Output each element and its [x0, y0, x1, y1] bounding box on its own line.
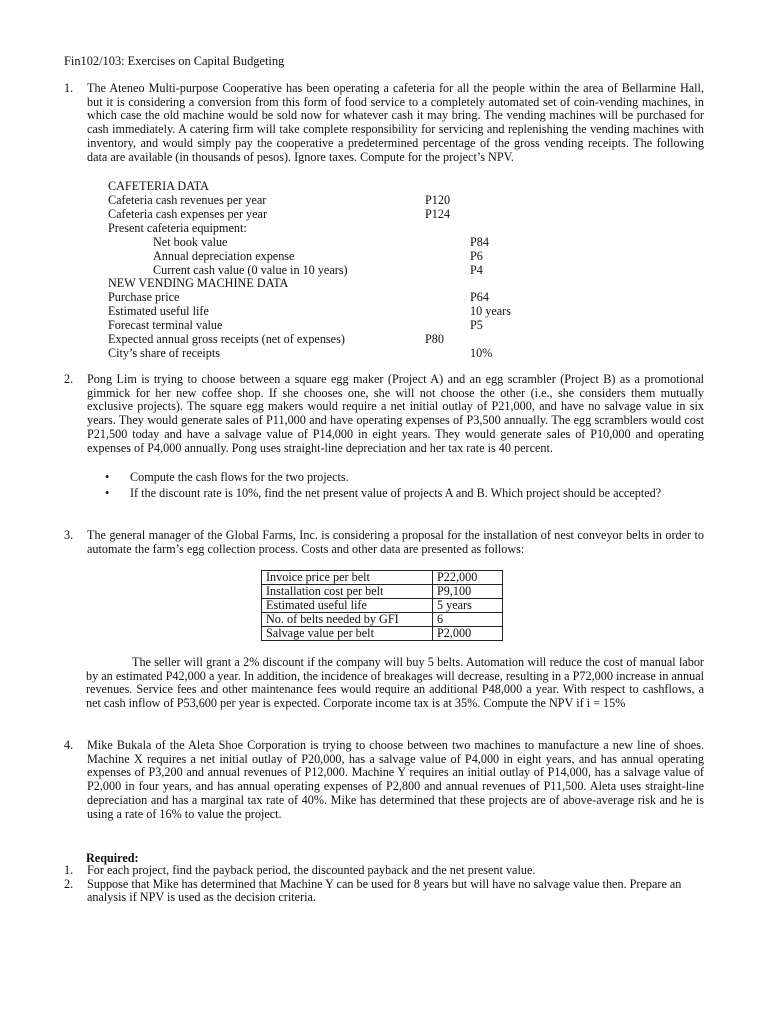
- problem-text: Mike Bukala of the Aleta Shoe Corporation is trying to choose between two machines to manufacture a new line of shoes. Machine X requires a net initial outlay of P20,000, has a salvage value of P4,000 in eight years, and has annual operating expenses of P3,200 and annual revenues of P12,000. Machine Y requires an initial outlay of P14,000, has a salvage value of P2,000 in four years, and has annual operating expenses of P2,800 and annual revenues of P11,500. Aleta uses straight-line depreciation and has a marginal tax rate of 40%. Mike has determined that these projects are of above-average risk and he is using a rate of 16% to value the project.: [87, 738, 704, 821]
- required-heading: Required:: [86, 851, 139, 865]
- table-cell-label: Salvage value per belt: [262, 627, 433, 641]
- required-number: 2.: [64, 876, 74, 891]
- required-number: 1.: [64, 863, 74, 877]
- table-cell-label: Estimated useful life: [262, 599, 433, 613]
- table-cell-label: No. of belts needed by GFI: [262, 613, 433, 627]
- table-cell-value: P2,000: [433, 627, 503, 641]
- problem-text: The general manager of the Global Farms, Inc. is considering a proposal for the installation of nest conveyor belts in order to automate the farm’s egg collection process. Costs and other data are presented as follows:: [87, 528, 704, 556]
- problem-number: 4.: [64, 738, 74, 752]
- problem-2-bullets: [104, 471, 708, 500]
- problem-number: 1.: [64, 81, 74, 95]
- problem-number: 2.: [64, 372, 74, 386]
- problem-text: Pong Lim is trying to choose between a square egg maker (Project A) and an egg scrambler (Project B) as a promotional gimmick for her new coffee shop. If she chooses one, she will not choose the other (i.e., she considers them mutually exclusive projects). The square egg makers would require a net initial outlay of P21,000, and have no salvage value in six years. They would generate sales of P11,000 and have operating expenses of P3,500 annually. The egg scramblers would cost P21,500 today and have a salvage value of P14,000 in eight years. They would generate sales of P10,000 and operating expenses of P4,000 annually. Pong uses straight-line depreciation and her tax rate is 40 percent.: [87, 372, 704, 455]
- problem-text: The Ateneo Multi-purpose Cooperative has been operating a cafeteria for all the people within the area of Bellarmine Hall, but it is considering a conversion from this form of food service to a completely automated set of coin-vending machines, in which case the old machine would be sold now for whatever cash it may bring. The vending machines will be purchased for cash immediately. A catering firm will take complete responsibility for servicing and replenishing the vending machines with inventory, and would simply pay the cooperative a predetermined percentage of the gross vending receipts. The following data are available (in thousands of pesos). Ignore taxes. Compute for the project’s NPV.: [87, 81, 704, 164]
- table-cell-label: Installation cost per belt: [262, 585, 433, 599]
- table-cell-value: P9,100: [433, 585, 503, 599]
- bullet-icon: •: [105, 485, 110, 500]
- table-row: [262, 571, 503, 585]
- document-page: Fin102/103: Exercises on Capital Budgeting 1. The Ateneo Multi-purpose Cooperative has been operating a cafeteria for all the people within the area of Bellarmine Hall, but it is considering a conversion from this form of food service to a completely automated set of coin-vending machines, in which case the old machine would be sold now for whatever cash it may bring. The vending machines will be purchased for cash immediately. A catering firm will take complete responsibility for servicing and replenishing the vending machines with inventory, and would simply pay the cooperative a predetermined percentage of the gross vending receipts. The following data are available (in thousands of pesos). Ignore taxes. Compute for the project’s NPV. CAFETERIA DATA Cafeteria cash revenues per year P120 Cafeteria cash expenses per year P124 Present cafeteria equipment: Net book value P84 Annual depreciation expense P6 Current cash value (0 value in 10 years) P4 NEW VENDING MACHINE DATA Purchase price P64 Estimated useful life 10 years Forecast terminal value P5 Expected annual gross receipts (net of expenses) P80 City’s share of receipts 10% 2. Pong Lim is trying to choose between a square egg maker (Project A) and an egg scrambler (Project B) as a promotional gimmick for her new coffee shop. If she chooses one, she will not choose the other (i.e., she considers them mutually exclusive projects). The square egg makers would require a net initial outlay of P21,000, and have no salvage value in six years. They would generate sales of P11,000 and have operating expenses of P3,500 annually. The egg scramblers would cost P21,500 today and have a salvage value of P14,000 in eight years. They would generate sales of P10,000 and operating expenses of P4,000 annually. Pong uses straight-line depreciation and her tax rate is 40 percent. • Compute the cash flows for the two projects. • If the discount rate is 10%, find the net present value of projects A and B. Which project should be accepted? 3. The general manager of the Global Farms, Inc. is considering a proposal for the installation of nest conveyor belts in order to automate the farm’s egg collection process. Costs and other data are presented as follows: Invoice price per belt P22,000 Installation cost per belt P9,100 Estimated useful life 5 years No. of belts needed by GFI 6 Salvage value per belt P2,000 The seller will grant a 2% discount if the company will buy 5 belts. Automation will reduce the cost of manual labor by an estimated P42,000 a year. In addition, the incidence of breakages will decrease, resulting in a P72,000 increase in annual revenues. Service fees and other maintenance fees would require an additional P48,000 a year. With respect to cashflows, a net cash inflow of P53,600 per year is expected. Corporate income tax is at 35%. Compute the NPV if i = 15% 4. Mike Bukala of the Aleta Shoe Corporation is trying to choose between two machines to manufacture a new line of shoes. Machine X requires a net initial outlay of P20,000, has a salvage value of P4,000 in eight years, and has annual operating expenses of P3,200 and annual revenues of P12,000. Machine Y requires an initial outlay of P14,000, has a salvage value of P2,000 in four years, and has annual operating expenses of P2,800 and annual revenues of P11,500. Aleta uses straight-line depreciation and has a marginal tax rate of 40%. Mike has determined that these projects are of above-average risk and he is using a rate of 16% to value the project. Required: 1. For each project, find the payback period, the discounted payback and the net present value. 2. Suppose that Mike has determined that Machine Y can be used for 8 years but will have no salvage value then. Prepare an analysis if NPV is used as the decision criteria.: [0, 0, 768, 1024]
- table-cell-label: Invoice price per belt: [262, 571, 433, 585]
- table-cell-value: 6: [433, 613, 503, 627]
- required-text: Suppose that Mike has determined that Machine Y can be used for 8 years but will have no salvage value then. Prepare an analysis if NPV is used as the decision criteria.: [87, 876, 682, 905]
- required-list: [64, 864, 704, 905]
- table-row: [262, 585, 503, 599]
- table-row: [262, 613, 503, 627]
- bullet-item: • If the discount rate is 10%, find the net present value of projects A and B. Which project should be accepted?: [105, 485, 662, 500]
- table-row: [262, 627, 503, 641]
- document-title: Fin102/103: Exercises on Capital Budgeting: [64, 54, 285, 68]
- required-text: For each project, find the payback period, the discounted payback and the net present value.: [87, 863, 536, 877]
- required-item: [64, 864, 704, 878]
- problem-number: 3.: [64, 528, 74, 542]
- bullet-item: • Compute the cash flows for the two projects.: [105, 470, 349, 484]
- required-item: [64, 878, 704, 905]
- table-cell-value: P22,000: [433, 571, 503, 585]
- problem-3-note: The seller will grant a 2% discount if the company will buy 5 belts. Automation will reduce the cost of manual labor by an estimated P42,000 a year. In addition, the incidence of breakages will decrease, resulting in a P72,000 increase in annual revenues. Service fees and other maintenance fees would require an additional P48,000 a year. With respect to cashflows, a net cash inflow of P53,600 per year is expected. Corporate income tax is at 35%. Compute the NPV if i = 15%: [86, 655, 704, 711]
- belt-cost-table: [261, 570, 503, 641]
- bullet-icon: •: [105, 470, 110, 484]
- table-row: [262, 599, 503, 613]
- table-cell-value: 5 years: [433, 599, 503, 613]
